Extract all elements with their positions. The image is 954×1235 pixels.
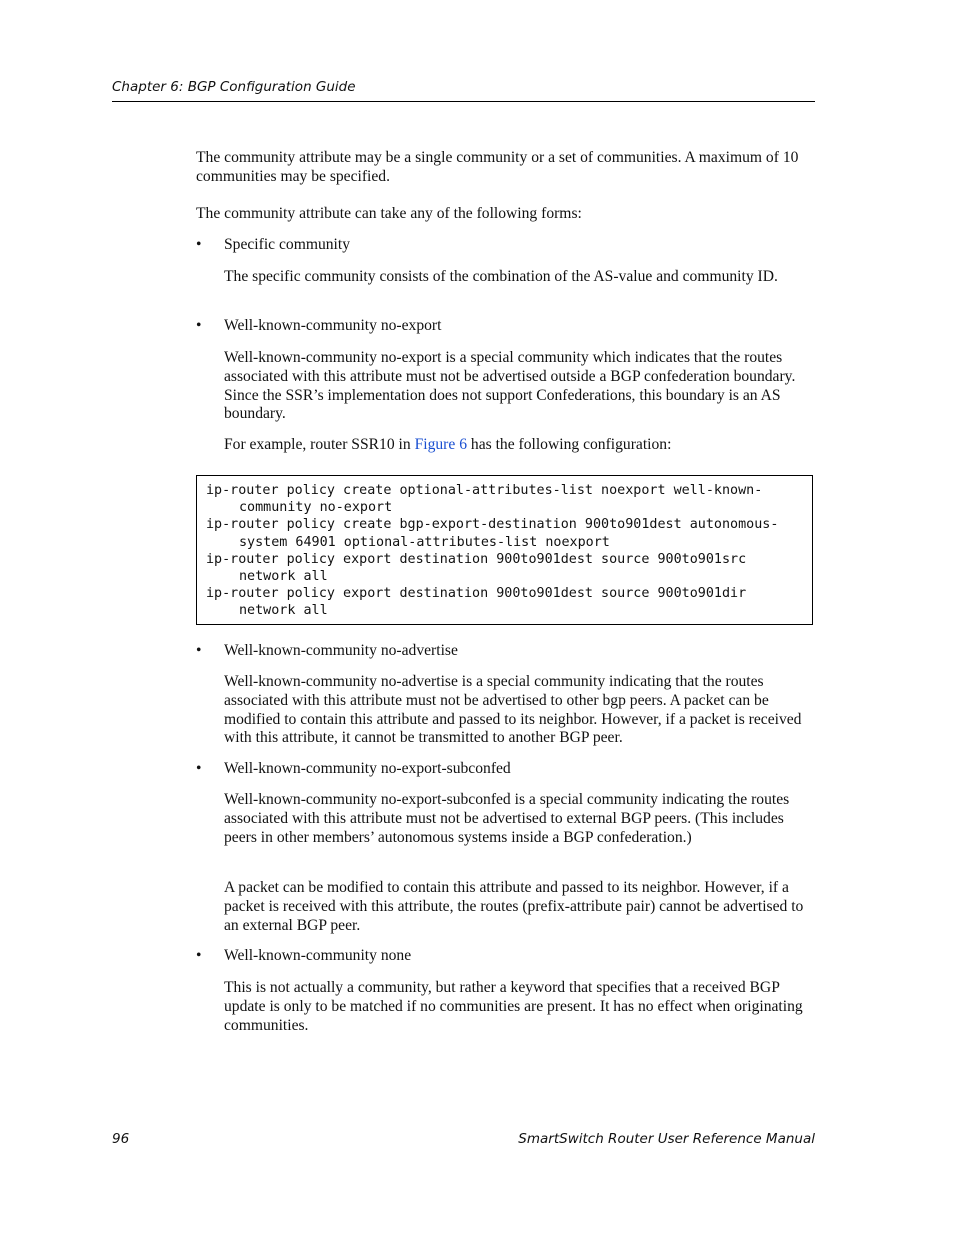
bullet-title: Well-known-community none — [224, 947, 412, 964]
bullet-title: Well-known-community no-advertise — [224, 642, 458, 659]
bullet-dot: • — [196, 947, 202, 964]
bullet-body: This is not actually a community, but rather a keyword that specifies that a received BGP update is only to be matched if no communities are present. It has no effect when originating communities. — [224, 979, 803, 1034]
bullet-body: Well-known-community no-advertise is a special community indicating that the routes associated with this attribute must not be advertised to other bgp peers. A packet can be modified to contain this attribute and passed to its neighbor. However, if a packet is received with this attribute, it cannot be transmitted to another BGP peer. — [224, 673, 802, 747]
code-line: network all — [239, 569, 328, 585]
code-line: ip-router policy create bgp-export-destination 900to901dest autonomous- — [206, 517, 779, 533]
code-line: ip-router policy export destination 900to901dest source 900to901dir — [206, 586, 747, 602]
running-footer — [112, 1131, 815, 1147]
bullet-body: The specific community consists of the combination of the AS-value and community ID. — [224, 268, 778, 285]
example-prefix: For example, router SSR10 in — [224, 436, 415, 453]
intro-paragraph: The community attribute may be a single community or a set of communities. A maximum of 10 communities may be specified. — [196, 149, 799, 185]
example-suffix: has the following configuration: — [467, 436, 672, 453]
bullet-title: Well-known-community no-export — [224, 317, 442, 334]
code-line: ip-router policy create optional-attributes-list noexport well-known- — [206, 483, 763, 498]
chapter-title: Chapter 6: BGP Configuration Guide — [112, 79, 356, 95]
page-number: 96 — [112, 1131, 130, 1147]
bullet-body: Well-known-community no-export-subconfed is a special community indicating the routes associated with this attribute must not be advertised to external BGP peers. (This includes peers in other members’ autonomous systems inside a BGP confederation.) — [224, 791, 790, 846]
code-line: ip-router policy export destination 900to901dest source 900to901src — [206, 551, 747, 567]
bullet-dot: • — [196, 236, 202, 253]
bullet-body: Well-known-community no-export is a special community which indicates that the routes associated with this attribute must not be advertised outside a BGP confederation boundary. Since the SSR’s implementation does not support Confederations, this boundary is an AS boundary. — [224, 349, 796, 423]
bullet-body: A packet can be modified to contain this attribute and passed to its neighbor. However, if a packet is received with this attribute, the routes (prefix-attribute pair) cannot be advertised to an external BGP peer. — [224, 879, 804, 934]
forms-paragraph: The community attribute can take any of the following forms: — [196, 205, 582, 222]
bullet-dot: • — [196, 760, 202, 777]
bullet-dot: • — [196, 642, 202, 659]
code-line: system 64901 optional-attributes-list noexport — [239, 534, 610, 550]
running-header — [112, 79, 815, 102]
config-code-block — [196, 475, 813, 625]
code-line: network all — [239, 603, 328, 619]
bullet-title: Well-known-community no-export-subconfed — [224, 760, 511, 777]
bullet-dot: • — [196, 317, 202, 334]
figure-6-link[interactable]: Figure 6 — [414, 436, 467, 453]
manual-title: SmartSwitch Router User Reference Manual — [518, 1131, 815, 1147]
example-sentence — [224, 436, 816, 455]
code-line: community no-export — [239, 500, 393, 516]
bullet-title: Specific community — [224, 236, 351, 253]
